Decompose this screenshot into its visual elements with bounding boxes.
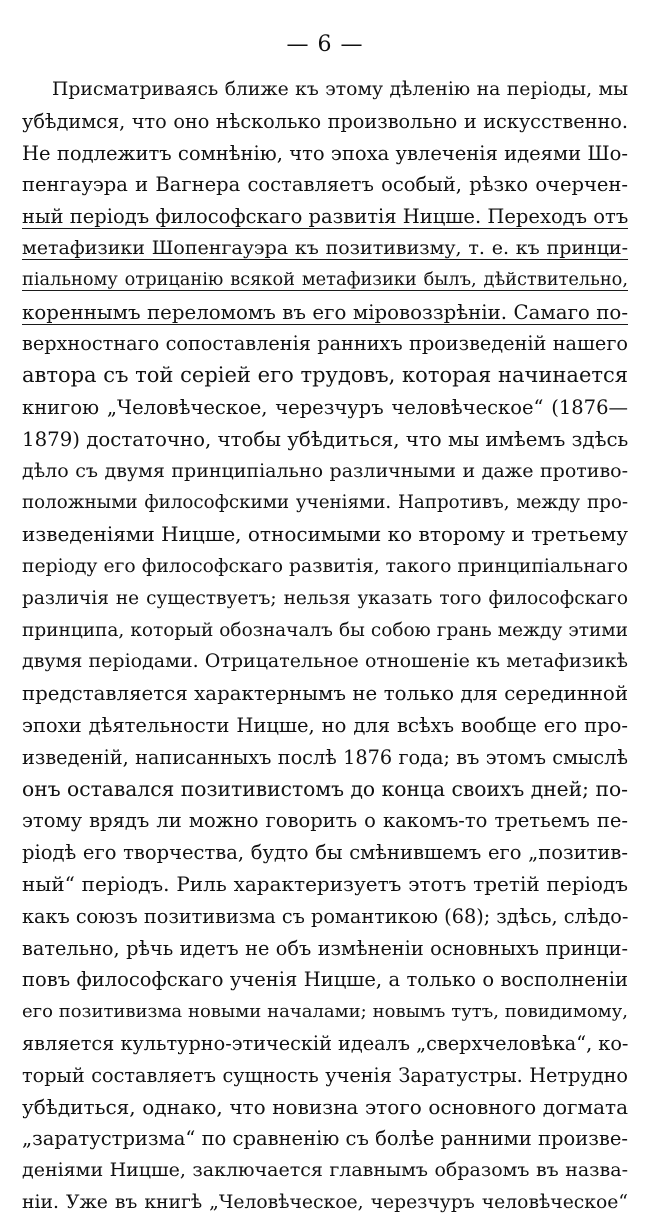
text-line: періоду его философскаго развитія, такого принципіальнаго [22,555,628,577]
text-line: двумя періодами. Отрицательное отношеніе къ метафизикѣ [22,650,628,673]
text-line: книгою „Человѣческое, черезчуръ человѣческое“ (1876— [22,395,628,419]
text-line: убѣдиться, однако, что новизна этого основного догмата [22,1094,628,1119]
pencil-underline: кореннымъ переломомъ въ его міровоззрѣніи. Самаго по- [22,300,628,324]
underlined-text-line [0,265,650,297]
text-line: положными философскими ученіями. Напротивъ, между про- [22,492,628,514]
text-line: убѣдимся, что оно нѣсколько произвольно и искусственно. [22,109,628,133]
text-line: дѣло съ двумя принципіально различными и даже противо- [22,459,628,482]
text-line: является культурно-этическій идеалъ „сверхчеловѣка“, ко- [22,1031,629,1055]
text-line: вательно, рѣчь идетъ не объ измѣненіи основныхъ принци- [22,936,628,960]
text-line: 1879) достаточно, чтобы убѣдиться, что мы имѣемъ здѣсь [22,427,629,451]
text-line: ный“ періодъ. Риль характеризуетъ этотъ третій періодъ [22,871,628,896]
text-line: изведеній, написанныхъ послѣ 1876 года; въ этомъ смыслѣ [22,745,628,769]
text-line: принципа, который обозначалъ бы собою грань между этими [22,619,628,641]
text-line: ніи. Уже въ книгѣ „Человѣческое, черезчуръ человѣческое“ [22,1191,628,1213]
text-line: Не подлежитъ сомнѣнію, что эпоха увлеченія идеями Шо- [22,141,628,165]
body-text [0,74,650,1219]
text-line: повъ философскаго ученія Ницше, а только о восполненіи [22,968,628,992]
pencil-underline: метафизики Шопенгауэра къ позитивизму, т. е. къ принци- [22,236,628,259]
underlined-text-line [0,201,650,233]
text-line: автора съ той серіей его трудовъ, которая начинается [22,363,628,388]
text-line: какъ союзъ позитивизма съ романтикою (68); здѣсь, слѣдо- [22,904,629,928]
underlined-text-line [0,297,650,329]
text-line: этому врядъ ли можно говорить о какомъ-то третьемъ пе- [22,809,628,833]
text-line: изведеніями Ницше, относимыми ко второму и третьему [22,522,628,547]
pencil-underline: ный періодъ философскаго развитія Ницше. Переходъ отъ [22,205,629,229]
text-line: пенгауэра и Вагнера составляетъ особый, рѣзко очерчен- [22,173,628,197]
underlined-text-line [0,233,650,265]
text-line: Присматриваясь ближе къ этому дѣленію на періоды, мы [52,79,628,100]
text-line: „заратустризма“ по сравненію съ болѣе ранними произве- [22,1127,628,1151]
text-line: деніями Ницше, заключается главнымъ образомъ въ назва- [22,1159,628,1182]
text-line: различія не существуетъ; нельзя указать того философскаго [22,587,628,609]
text-line: торый составляетъ сущность ученія Заратустры. Нетрудно [22,1063,628,1087]
text-line: представляется характернымъ не только для серединной [22,682,628,706]
text-line: верхностнаго сопоставленія раннихъ произведеній нашего [22,332,628,356]
text-line: ріодѣ его творчества, будто бы смѣнившемъ его „позитив- [22,841,628,865]
pencil-underline: піальному отрицанію всякой метафизики былъ, дѣйствительно, [22,269,628,290]
text-line: эпохи дѣятельности Ницше, но для всѣхъ вообще его про- [22,713,628,737]
text-line: онъ оставался позитивистомъ до конца своихъ дней; по- [22,776,628,801]
page-number: — 6 — [286,32,364,57]
text-line: его позитивизма новыми началами; новымъ тутъ, повидимому, [22,1001,628,1023]
